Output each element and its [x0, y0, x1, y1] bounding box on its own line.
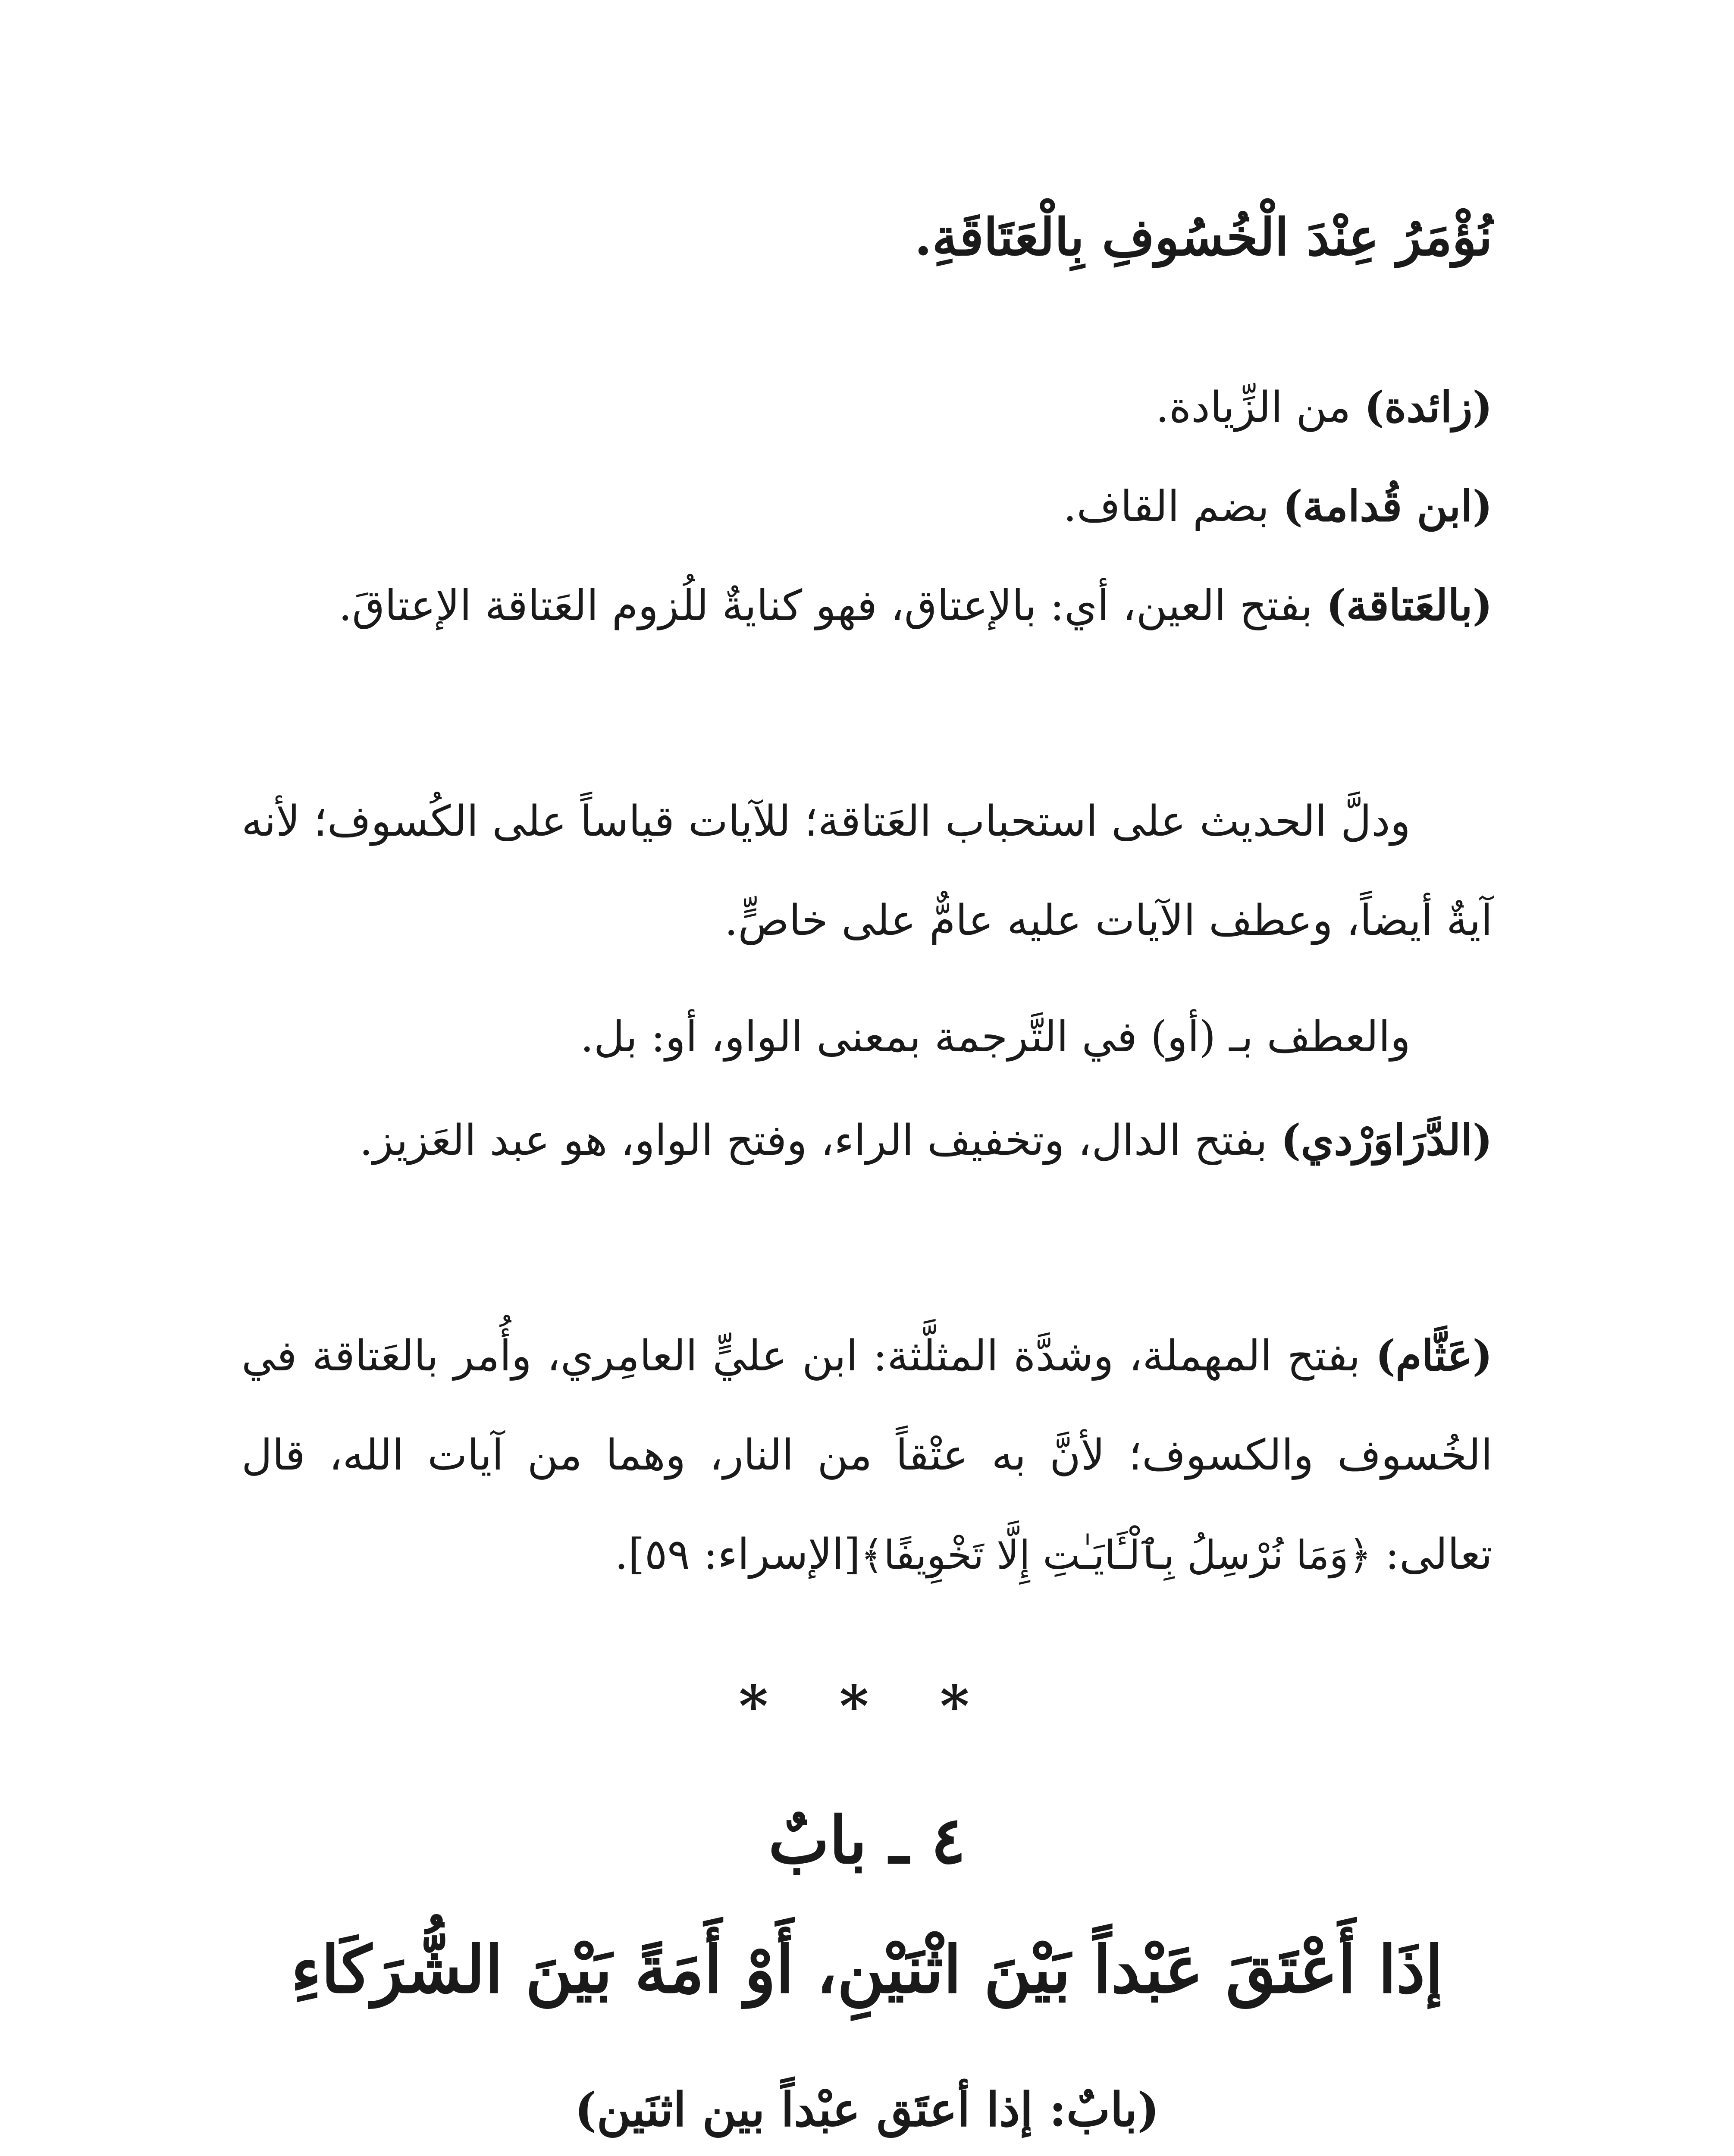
paragraph-zaida	[241, 358, 1493, 457]
hadith-line: نُؤْمَرُ عِنْدَ الْخُسُوفِ بِالْعَتَاقَةِ.	[914, 207, 1493, 267]
explanation: بفتح الدال، وتخفيف الراء، وفتح الواو، هو عبد العَزيز.	[359, 1116, 1281, 1165]
term: (ابن قُدامة)	[1282, 482, 1493, 531]
explanation: بضم القاف.	[1063, 482, 1283, 531]
explanation: بفتح المهملة، وشدَّة المثلَّثة: ابن عليٍّ العامِري، وأُمر بالعَتاقة في الخُسوف والكسوف؛ لأنَّ به عتْقاً من النار، وهما من آيات الله، قال تعالى:	[241, 1332, 1493, 1579]
term: (زائدة)	[1364, 382, 1493, 432]
sub-heading: (بابٌ: إذا أعتَق عبْداً بين اثنَين)	[574, 2083, 1160, 2137]
explanation: ودلَّ الحديث على استحباب العَتاقة؛ للآيات قياساً على الكُسوف؛ لأنه آيةٌ أيضاً، وعطف الآيات عليه عامٌّ على خاصٍّ.	[241, 797, 1493, 945]
quran-verse: ﴿وَمَا نُرْسِلُ بِٱلْـَٔايَـٰتِ إِلَّا تَخْوِيفًا﴾	[860, 1532, 1372, 1578]
paragraph-ibn-qudama	[241, 457, 1493, 556]
explanation: والعطف بـ (أو) في التَّرجمة بمعنى الواو، أو: بل.	[580, 1012, 1411, 1062]
chapter-title: إذَا أَعْتَقَ عَبْداً بَيْنَ اثْنَيْنِ، أَوْ أَمَةً بَيْنَ الشُّرَكَاءِ	[291, 1932, 1443, 2008]
verse-reference: [الإسراء: ٥٩].	[615, 1530, 861, 1579]
paragraph-aththam	[241, 1307, 1493, 1605]
explanation: بفتح العين، أي: بالإعتاق، فهو كنايةٌ للُزوم العَتاقة الإعتاقَ.	[339, 581, 1326, 630]
explanation: من الزِّيادة.	[1155, 383, 1364, 432]
term: (بالعَتاقة)	[1326, 581, 1493, 630]
section-separator: * * *	[739, 1673, 995, 1739]
paragraph-dalla	[241, 772, 1493, 970]
paragraph-darawardi	[241, 1091, 1493, 1190]
term: (عَثَّام)	[1375, 1331, 1493, 1381]
chapter-number: ٤ ـ بابٌ	[768, 1802, 966, 1878]
term: (الدَّرَاوَرْدي)	[1281, 1116, 1493, 1165]
paragraph-bil-ataqa	[241, 556, 1493, 655]
paragraph-atf	[241, 987, 1493, 1087]
